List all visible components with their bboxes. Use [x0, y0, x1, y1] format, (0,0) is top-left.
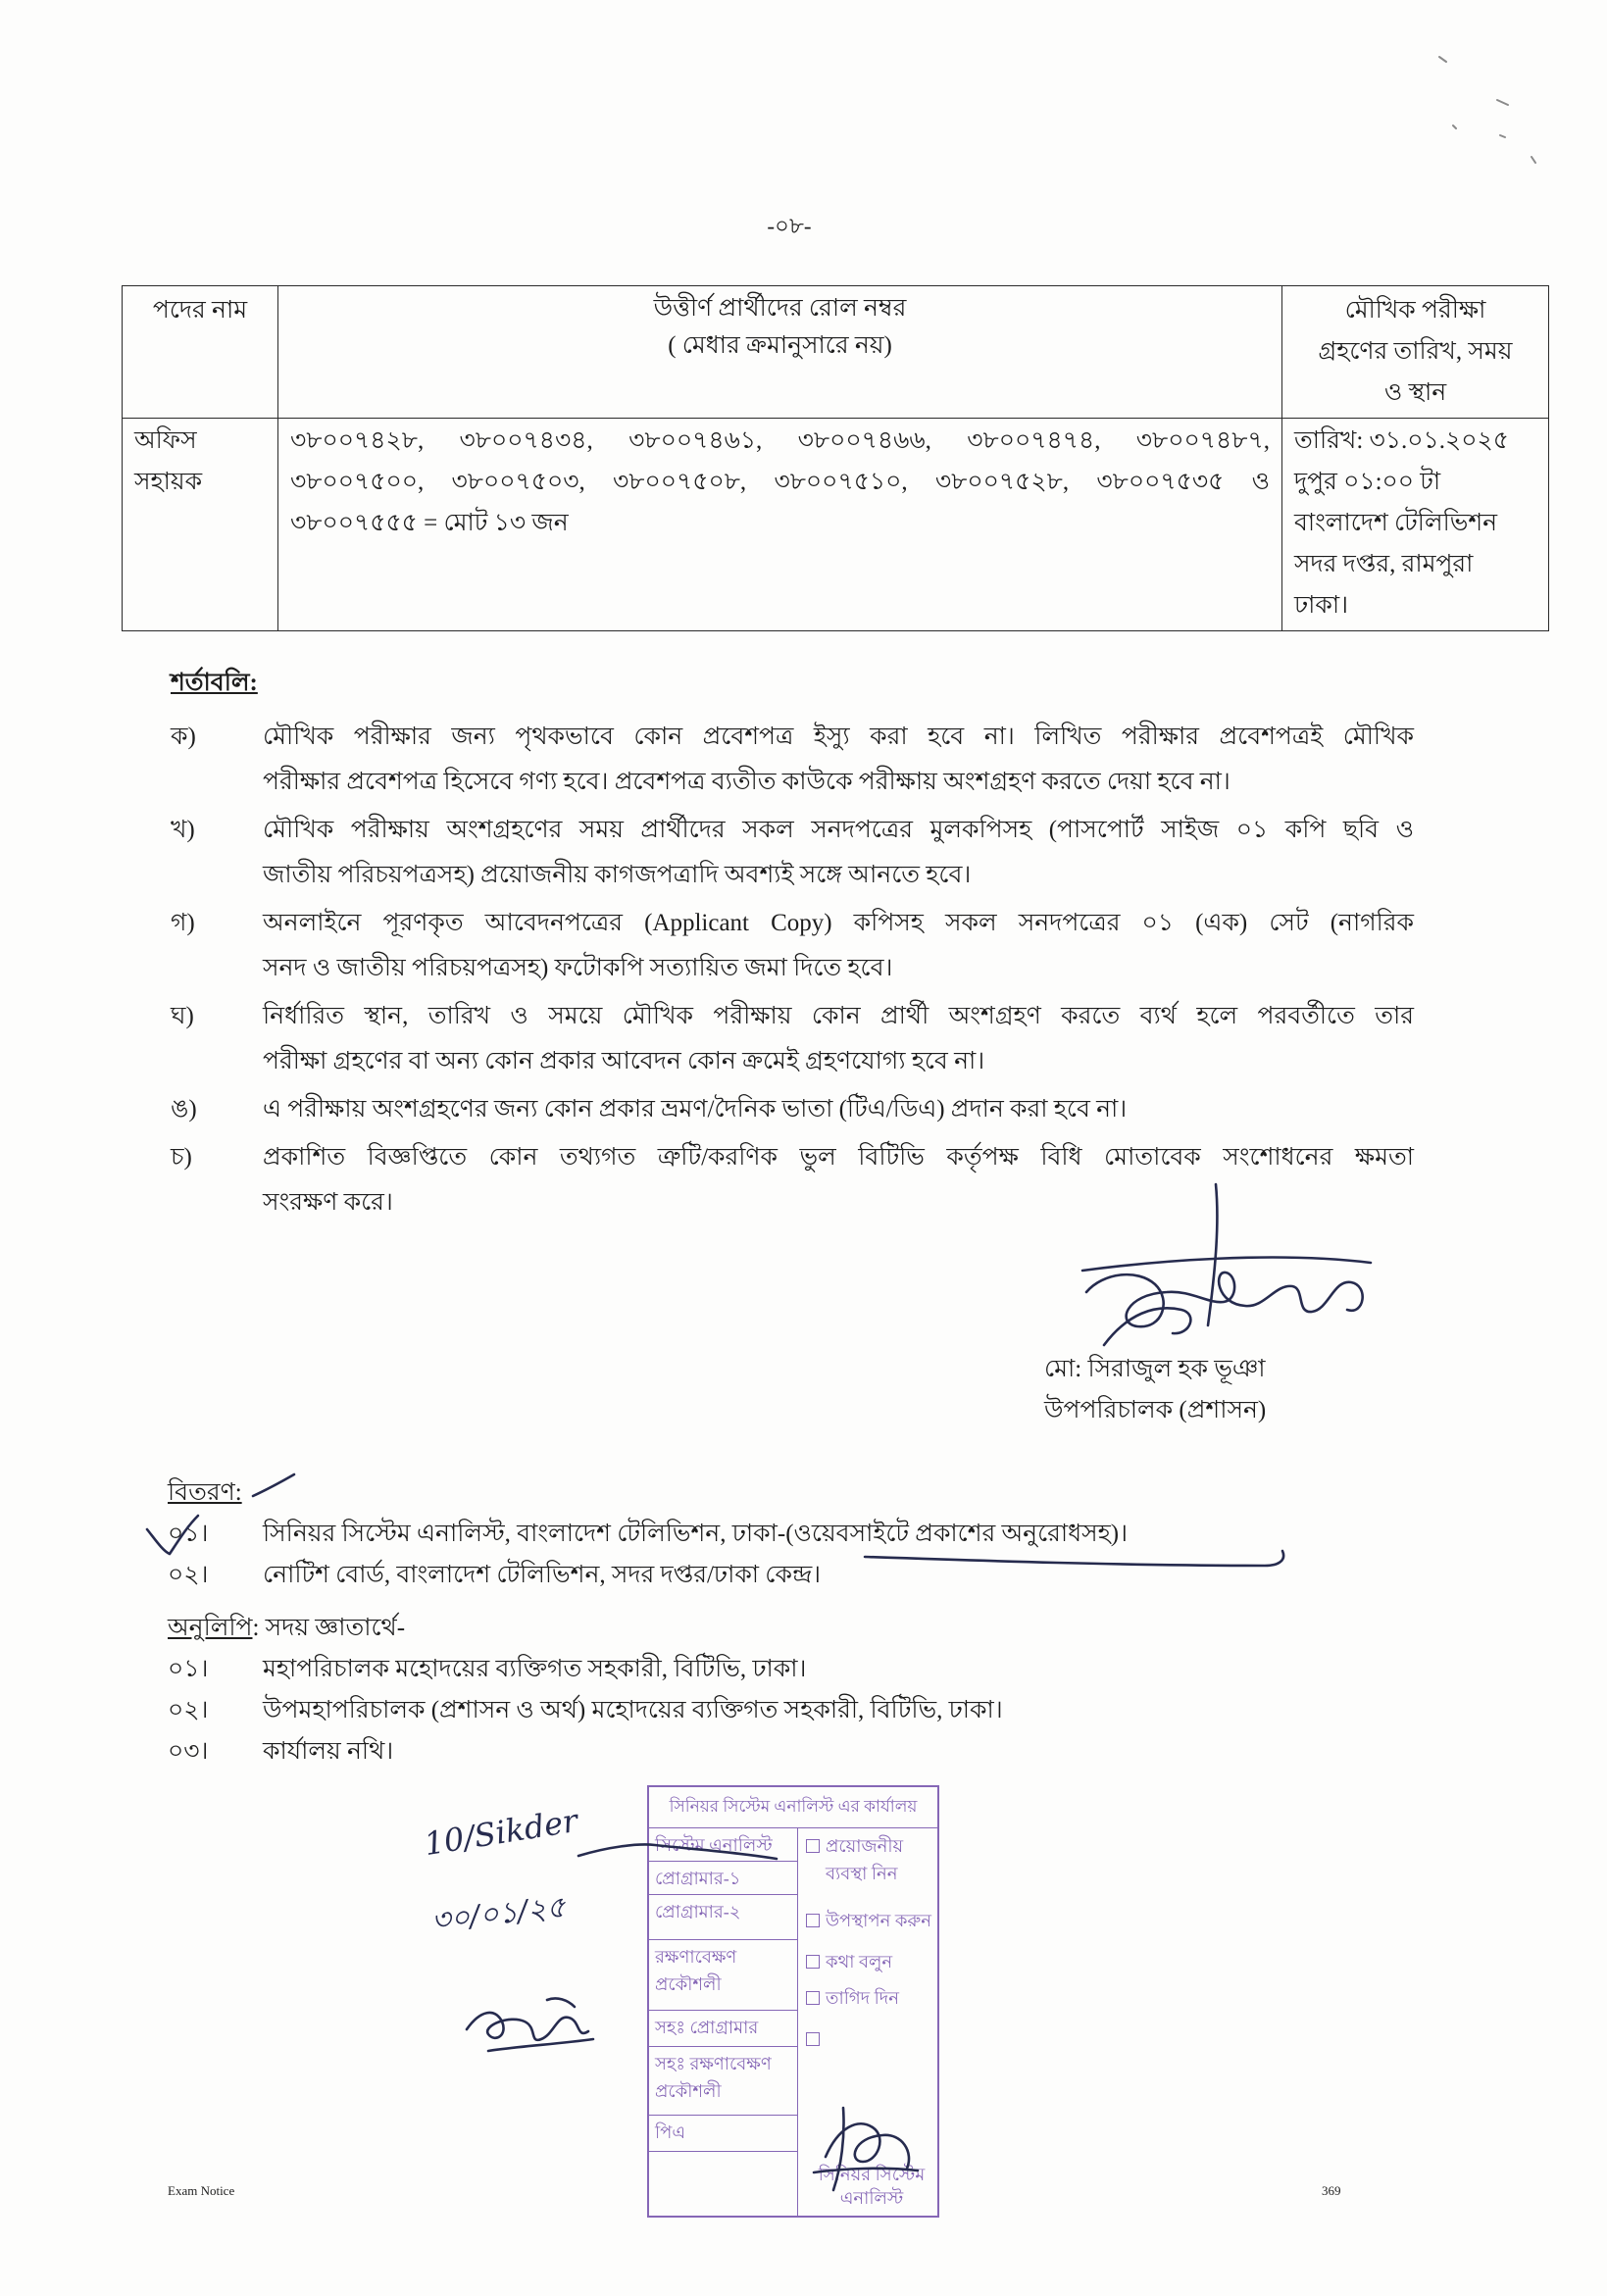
- condition-label: গ): [171, 910, 195, 936]
- header-venue-line: মৌখিক পরীক্ষা: [1344, 297, 1486, 324]
- stamp-recipient: প্রোগ্রামার-১: [649, 1862, 797, 1895]
- venue-line: বাংলাদেশ টেলিভিশন: [1294, 510, 1498, 536]
- post-line: সহায়ক: [134, 469, 203, 495]
- signature-stroke: [488, 2039, 593, 2051]
- stamp-action-label: উপস্থাপন করুন: [826, 1911, 931, 1930]
- list-item: [168, 1555, 1501, 1596]
- signatory-name: মো: সিরাজুল হক ভূঞা: [1044, 1356, 1266, 1382]
- list-item: [168, 1514, 1501, 1555]
- condition-text: [263, 808, 1414, 898]
- speck: [1439, 57, 1446, 62]
- speck: [1500, 135, 1505, 137]
- speck: [1453, 125, 1456, 128]
- checkbox-icon: [806, 1914, 820, 1927]
- condition-text: [263, 1135, 1414, 1225]
- condition-line: নির্ধারিত স্থান, তারিখ ও সময়ে মৌখিক পরীক্ষায় কোন প্রার্থী অংশগ্রহণ করতে ব্যর্থ হলে পরবর্তীতে তার: [263, 1003, 1414, 1029]
- list-item: [168, 1731, 1501, 1772]
- header-rolls-cell: [278, 286, 1282, 419]
- list-item-number: ০১।: [168, 1521, 209, 1547]
- table-header-row: [123, 286, 1549, 419]
- stamp-action: [806, 1907, 931, 1934]
- condition-item: [171, 1087, 1414, 1132]
- conditions-list: [171, 715, 1414, 1228]
- checkbox-icon: [806, 1991, 820, 2005]
- stamp-actions: [798, 1828, 937, 2216]
- condition-text: [263, 715, 1414, 805]
- condition-text: [263, 1087, 1414, 1132]
- footer-page-number: 369: [1322, 2183, 1341, 2198]
- post-line: অফিস: [134, 427, 197, 454]
- condition-label: ঙ): [171, 1096, 197, 1123]
- office-stamp: [647, 1785, 939, 2218]
- distribution-section: [168, 1472, 1501, 1596]
- condition-line: জাতীয় পরিচয়পত্রসহ) প্রয়োজনীয় কাগজপত্রাদি অবশ্যই সঙ্গে আনতে হবে।: [263, 862, 972, 888]
- list-item-text: কার্যালয় নথি।: [263, 1738, 394, 1765]
- stamp-action-label: তাগিদ দিন: [826, 1988, 899, 2008]
- list-item: [168, 1649, 1501, 1690]
- roll-line: ৩৮০০৭৫৫৫ = মোট ১৩ জন: [290, 510, 569, 536]
- condition-line: সংরক্ষণ করে।: [263, 1189, 393, 1216]
- condition-item: [171, 994, 1414, 1084]
- stamp-recipient: প্রোগ্রামার-২: [649, 1895, 797, 1940]
- signatory-designation: উপপরিচালক (প্রশাসন): [1044, 1397, 1267, 1423]
- venue-line: ঢাকা।: [1294, 592, 1349, 619]
- post-cell: [123, 419, 278, 631]
- signature-stroke: [1082, 1258, 1371, 1271]
- stamp-signatory-label: সিনিয়র সিস্টেম এনালিস্ট: [818, 2165, 926, 2208]
- condition-item: [171, 808, 1414, 898]
- rolls-cell: [278, 419, 1282, 631]
- stamp-recipient: সিস্টেম এনালিস্ট: [649, 1828, 797, 1862]
- stamp-action: [806, 1832, 931, 1887]
- header-venue-cell: [1282, 286, 1549, 419]
- condition-line: পরীক্ষার প্রবেশপত্র হিসেবে গণ্য হবে। প্রবেশপত্র ব্যতীত কাউকে পরীক্ষায় অংশগ্রহণ করতে দেয়া হবে না।: [263, 769, 1230, 795]
- stamp-recipients: [649, 1828, 798, 2216]
- list-item-text: সিনিয়র সিস্টেম এনালিস্ট, বাংলাদেশ টেলিভিশন, ঢাকা-(ওয়েবসাইটে প্রকাশের অনুরোধসহ)।: [263, 1521, 1129, 1547]
- copies-title: অনুলিপি: [168, 1615, 253, 1641]
- condition-line: মৌখিক পরীক্ষায় অংশগ্রহণের সময় প্রার্থীদের সকল সনদপত্রের মুলকপিসহ (পাসপোর্ট সাইজ ০১ কপি ছবি ও: [263, 817, 1414, 843]
- stamp-action-blank: [806, 2025, 931, 2046]
- condition-line: সনদ ও জাতীয় পরিচয়পত্রসহ) ফটোকপি সত্যায়িত জমা দিতে হবে।: [263, 955, 893, 981]
- condition-label: ক): [171, 724, 196, 750]
- results-table: [122, 285, 1549, 631]
- roll-line: ৩৮০০৭৫০০, ৩৮০০৭৫০৩, ৩৮০০৭৫০৮, ৩৮০০৭৫১০, ৩৮০০৭৫২৮, ৩৮০০৭৫৩৫ ও: [290, 469, 1270, 495]
- signature-stroke: [1086, 1273, 1363, 1326]
- header-rolls-title: উত্তীর্ণ প্রার্থীদের রোল নম্বর: [653, 295, 907, 322]
- condition-line: অনলাইনে পূরণকৃত আবেদনপত্রের (Applicant Copy) কপিসহ সকল সনদপত্রের ০১ (এক) সেট (নাগরিক: [263, 910, 1414, 936]
- venue-time: দুপুর ০১:০০ টা: [1294, 469, 1441, 495]
- signature-stroke: [1104, 1308, 1190, 1345]
- speck: [1532, 157, 1535, 163]
- table-row: [123, 419, 1549, 631]
- stamp-header: সিনিয়র সিস্টেম এনালিস্ট এর কার্যালয়: [649, 1787, 937, 1828]
- copies-heading: [168, 1608, 1501, 1649]
- copies-title-rest: : সদয় জ্ঞাতার্থে-: [252, 1615, 406, 1641]
- condition-label: খ): [171, 817, 195, 843]
- handwritten-date: ৩০/০১/২৫: [429, 1889, 568, 1939]
- condition-text: [263, 901, 1414, 991]
- list-item-text: মহাপরিচালক মহোদয়ের ব্যক্তিগত সহকারী, বিটিভি, ঢাকা।: [263, 1656, 807, 1682]
- scan-specks: [1439, 57, 1535, 163]
- stamp-action-label: কথা বলুন: [826, 1952, 893, 1972]
- list-item-number: ০২।: [168, 1697, 209, 1723]
- checkbox-icon: [806, 2032, 820, 2046]
- distribution-title: বিতরণ:: [168, 1479, 242, 1506]
- handwritten-initial-signature: [467, 1998, 593, 2051]
- signature-stroke: [547, 1998, 575, 2007]
- list-item-text: উপমহাপরিচালক (প্রশাসন ও অর্থ) মহোদয়ের ব্যক্তিগত সহকারী, বিটিভি, ঢাকা।: [263, 1697, 1003, 1723]
- venue-cell: [1282, 419, 1549, 631]
- condition-line: পরীক্ষা গ্রহণের বা অন্য কোন প্রকার আবেদন কোন ক্রমেই গ্রহণযোগ্য হবে না।: [263, 1048, 985, 1074]
- condition-line: এ পরীক্ষায় অংশগ্রহণের জন্য কোন প্রকার ভ্রমণ/দৈনিক ভাতা (টিএ/ডিএ) প্রদান করা হবে না।: [263, 1096, 1128, 1123]
- condition-item: [171, 901, 1414, 991]
- condition-label: চ): [171, 1144, 192, 1171]
- header-rolls-note: ( মেধার ক্রমানুসারে নয়): [668, 332, 892, 359]
- condition-item: [171, 1135, 1414, 1225]
- stamp-recipient: সহঃ প্রোগ্রামার: [649, 2011, 797, 2047]
- header-venue-line: গ্রহণের তারিখ, সময়: [1318, 338, 1513, 365]
- condition-line: প্রকাশিত বিজ্ঞপ্তিতে কোন তথ্যগত ত্রুটি/করণিক ভুল বিটিভি কর্তৃপক্ষ বিধি মোতাবেক সংশোধনের ক্ষমতা: [263, 1144, 1414, 1171]
- list-item: [168, 1690, 1501, 1731]
- stamp-action: [806, 1984, 931, 2012]
- header-post-cell: [123, 286, 278, 419]
- header-post-label: পদের নাম: [152, 297, 248, 324]
- list-item-text: নোটিশ বোর্ড, বাংলাদেশ টেলিভিশন, সদর দপ্তর/ঢাকা কেন্দ্র।: [263, 1562, 822, 1588]
- page-number: -০৮-: [767, 214, 812, 238]
- conditions-title: শর্তাবলি:: [171, 670, 258, 696]
- condition-item: [171, 715, 1414, 805]
- handwritten-note: 10/Sikder: [421, 1801, 580, 1864]
- stamp-body: [649, 1828, 937, 2216]
- signature-stroke: [467, 2013, 588, 2040]
- stamp-recipient: সহঃ রক্ষণাবেক্ষণ প্রকৌশলী: [649, 2047, 797, 2116]
- condition-label: ঘ): [171, 1003, 194, 1029]
- header-venue-line: ও স্থান: [1383, 379, 1447, 406]
- list-item-number: ০৩।: [168, 1738, 209, 1765]
- checkbox-icon: [806, 1955, 820, 1969]
- list-item-number: ০১।: [168, 1656, 209, 1682]
- venue-date: তারিখ: ৩১.০১.২০২৫: [1294, 427, 1509, 454]
- stamp-recipient: পিএ: [649, 2116, 797, 2152]
- signatory-block: [1044, 1349, 1266, 1431]
- condition-text: [263, 994, 1414, 1084]
- condition-line: মৌখিক পরীক্ষার জন্য পৃথকভাবে কোন প্রবেশপত্র ইস্যু করা হবে না। লিখিত পরীক্ষার প্রবেশপত্রই মৌখিক: [263, 724, 1414, 750]
- stamp-empty-row: [649, 2152, 797, 2213]
- roll-line: ৩৮০০৭৪২৮, ৩৮০০৭৪৩৪, ৩৮০০৭৪৬১, ৩৮০০৭৪৬৬, ৩৮০০৭৪৭৪, ৩৮০০৭৪৮৭,: [290, 427, 1270, 454]
- venue-line: সদর দপ্তর, রামপুরা: [1294, 551, 1474, 577]
- copies-section: [168, 1608, 1501, 1772]
- checkbox-icon: [806, 1839, 820, 1853]
- stamp-action-label: প্রয়োজনীয় ব্যবস্থা নিন: [826, 1836, 904, 1883]
- list-item-number: ০২।: [168, 1562, 209, 1588]
- stamp-recipient: রক্ষণাবেক্ষণ প্রকৌশলী: [649, 1940, 797, 2011]
- footer-left: Exam Notice: [168, 2183, 235, 2198]
- speck: [1497, 100, 1508, 105]
- stamp-action: [806, 1948, 931, 1975]
